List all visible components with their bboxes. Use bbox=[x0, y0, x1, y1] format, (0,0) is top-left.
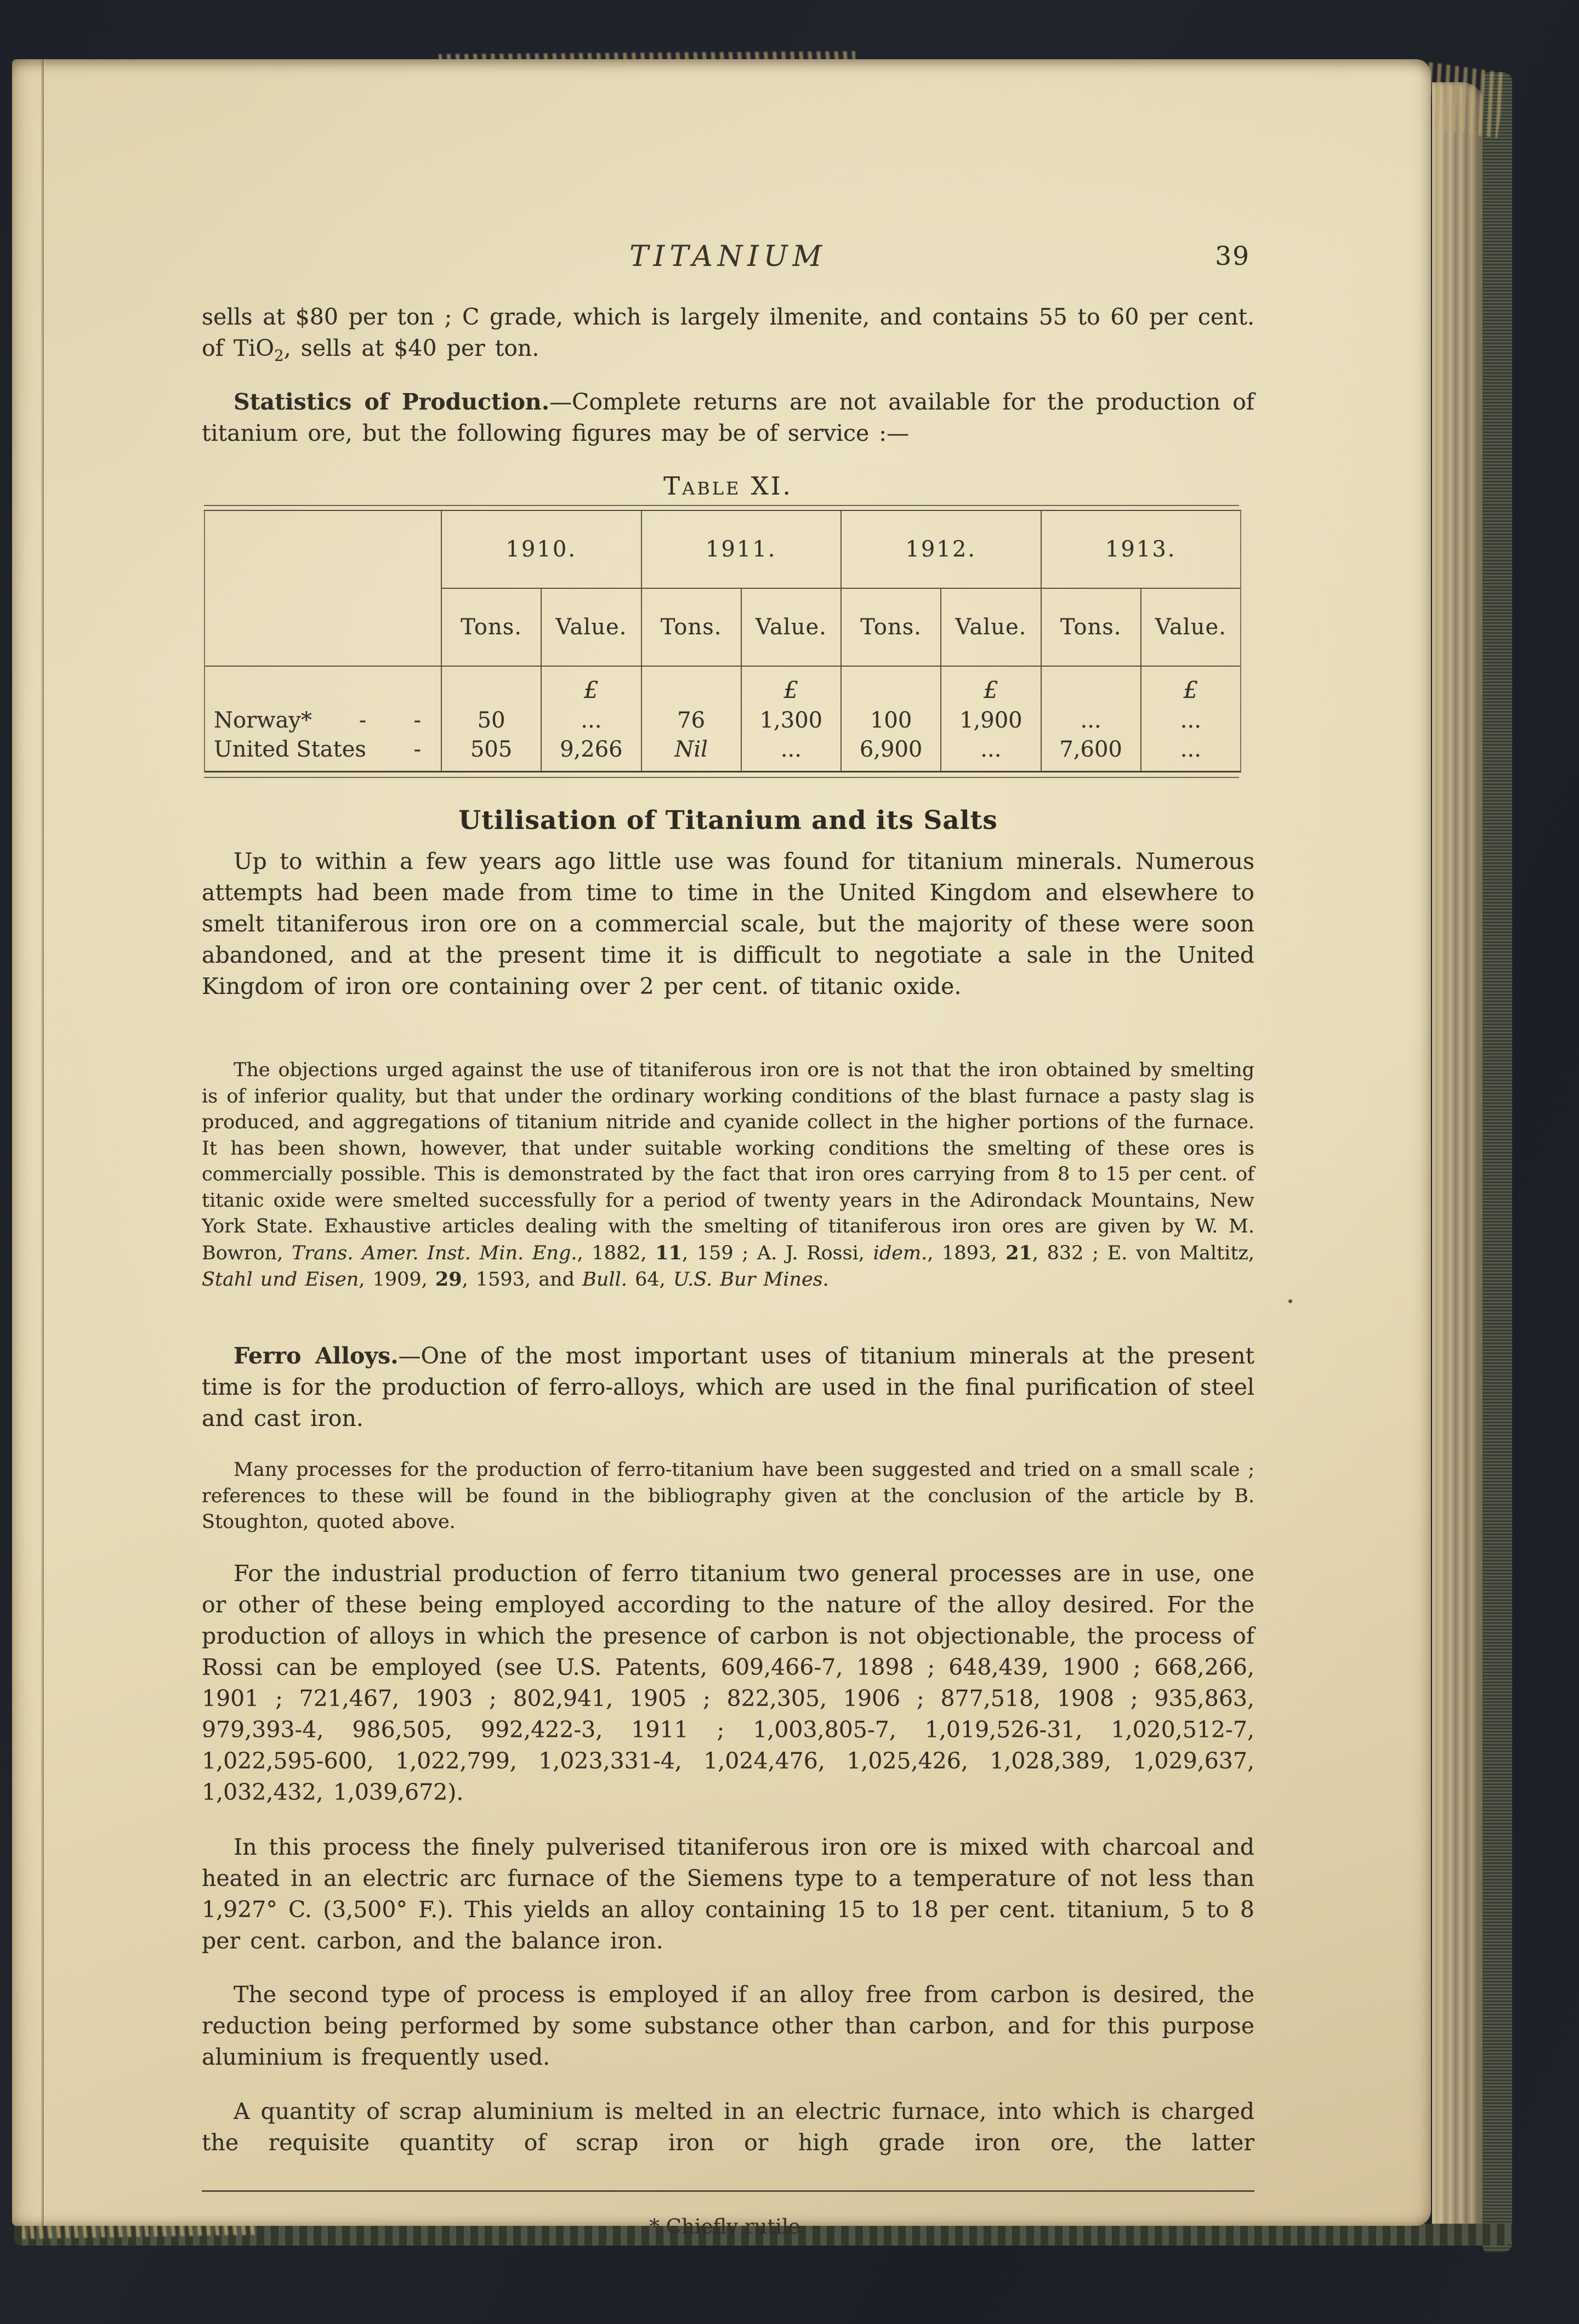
table-col-tons: Tons. bbox=[1041, 589, 1140, 667]
paragraph-statistics-of-production: Statistics of Production.—Complete returns are not available for the production of titanium ore, but the following figures may be of service :— bbox=[202, 389, 1254, 446]
page-header bbox=[202, 240, 1254, 280]
paragraph-second-type: The second type of process is employed if an alloy free from carbon is desired, the reduction being performed by some substance other than carbon, and for this purpose aluminium is frequently used. bbox=[202, 1981, 1254, 2070]
paragraph-many-processes: Many processes for the production of ferro-titanium have been suggested and tried on a small scale ; references to these will be found in the bibliography given at the conclusion of the article by B. Stoughton, quoted above. bbox=[202, 1459, 1254, 1533]
table-caption: Table XI. bbox=[663, 471, 793, 501]
table-row-labels bbox=[205, 667, 441, 771]
paragraph-quantity-scrap: A quantity of scrap aluminium is melted in an electric furnace, into which is charged the requisite quantity of scrap iron or high grade iron ore, the latter bbox=[202, 2098, 1254, 2156]
table-col-value: Value. bbox=[541, 589, 640, 667]
table-col-value: Value. bbox=[1140, 589, 1240, 667]
book-cover-edge-right bbox=[1483, 72, 1512, 2252]
paragraph-industrial-production: For the industrial production of ferro titanium two general processes are in use, one or other of these being employed according to the nature of the alloy desired. For the production of alloys in which the presence of carbon is not objectionable, the process of Rossi can be employed (see U.S. Patents, 609,466-7, 1898 ; 648,439, 1900 ; 668,266, 1901 ; 721,467, 1903 ; 802,941, 1905 ; 822,305, 1906 ; 877,518, 1908 ; 935,863, 979,393-4, 986,505, 992,422-3, 1911 ; 1,003,805-7, 1,019,526-31, 1,020,512-7, 1,022,595-600, 1,022,799, 1,023,331-4, 1,024,476, 1,025,426, 1,028,389, 1,029,637, 1,032,432, 1,039,672). bbox=[202, 1560, 1254, 1805]
ink-speck bbox=[1288, 1299, 1292, 1303]
paragraph-in-this-process: In this process the finely pulverised titaniferous iron ore is mixed with charcoal and heated in an electric arc furnace of the Siemens type to a temperature of not less than 1,927° C. (3,500° F.). This yields an alloy containing 15 to 18 per cent. titanium, 5 to 8 per cent. carbon, and the balance iron. bbox=[202, 1833, 1254, 1954]
paragraph-objections: The objections urged against the use of titaniferous iron ore is not that the iron obtained by smelting is of inferior quality, but that under the ordinary working conditions of the blast furnace a pasty slag is produced, and aggregations of titanium nitride and cyanide collect in the higher portions of the furnace. It has been shown, however, that under suitable working conditions the smelting of these ores is commercially possible. This is demonstrated by the fact that iron ores carrying from 8 to 15 per cent. of titanic oxide were smelted successfully for a period of twenty years in the Adirondack Mountains, New York State. Exhaustive articles dealing with the smelting of titaniferous iron ores are given by W. M. Bowron, Trans. Amer. Inst. Min. Eng., 1882, 11, 159 ; A. J. Rossi, idem., 1893, 21, 832 ; E. von Maltitz, Stahl und Eisen, 1909, 29, 1593, and Bull. 64, U.S. Bur Mines. bbox=[202, 1059, 1255, 1291]
table-cell-tons-1910: 50 505 bbox=[441, 667, 541, 771]
table-col-value: Value. bbox=[741, 589, 840, 667]
footnote-chiefly-rutile: * Chiefly rutile. bbox=[649, 2214, 807, 2238]
paragraph-up-to-within: Up to within a few years ago little use was found for titanium minerals. Numerous attempts had been made from time to time in the United Kingdom and elsewhere to smelt titaniferous iron ore on a commercial scale, but the majority of these were soon abandoned, and at the present time it is difficult to negotiate a sale in the United Kingdom of iron ore containing over 2 per cent. of titanic oxide. bbox=[202, 848, 1254, 999]
table-year-1910: 1910. bbox=[441, 511, 641, 589]
table-cell-tons-1913: ... 7,600 bbox=[1041, 667, 1140, 771]
table-year-1912: 1912. bbox=[840, 511, 1041, 589]
table-corner-cell bbox=[205, 511, 441, 667]
table-year-1913: 1913. bbox=[1041, 511, 1241, 589]
table-col-tons: Tons. bbox=[441, 589, 541, 667]
page-content bbox=[202, 240, 1254, 2238]
table-row-norway: Norway* - - bbox=[214, 708, 421, 733]
book-page bbox=[12, 59, 1431, 2238]
table-row-united-states: United States - bbox=[214, 737, 421, 762]
page-crease bbox=[41, 59, 46, 2226]
page-number: 39 bbox=[1215, 241, 1250, 271]
table-cell-value-1913: £ ... ... bbox=[1140, 667, 1240, 771]
table-col-tons: Tons. bbox=[641, 589, 741, 667]
paragraph-ferro-alloys: Ferro Alloys.—One of the most important uses of titanium minerals at the present time is for the production of ferro-alloys, which are used in the final purification of steel and cast iron. bbox=[202, 1343, 1255, 1431]
table-col-tons: Tons. bbox=[840, 589, 940, 667]
paragraph-sells-at: sells at $80 per ton ; C grade, which is largely ilmenite, and contains 55 to 60 per cent. of TiO$_2$, sells at $40 per ton. bbox=[202, 304, 1254, 365]
running-title: TITANIUM bbox=[629, 240, 827, 273]
table-cell-tons-1912: 100 6,900 bbox=[840, 667, 940, 771]
footnote-rule bbox=[202, 2190, 1254, 2192]
table-cell-tons-1911: 76 Nil bbox=[641, 667, 741, 771]
table-cell-value-1910: £ ... 9,266 bbox=[541, 667, 640, 771]
table-cell-value-1912: £ 1,900 ... bbox=[940, 667, 1040, 771]
table-cell-value-1911: £ 1,300 ... bbox=[741, 667, 840, 771]
table-year-1911: 1911. bbox=[641, 511, 841, 589]
section-heading-utilisation: Utilisation of Titanium and its Salts bbox=[458, 805, 998, 836]
table-col-value: Value. bbox=[940, 589, 1040, 667]
page-fore-edge-stack bbox=[1432, 82, 1485, 2234]
production-table bbox=[204, 510, 1239, 772]
